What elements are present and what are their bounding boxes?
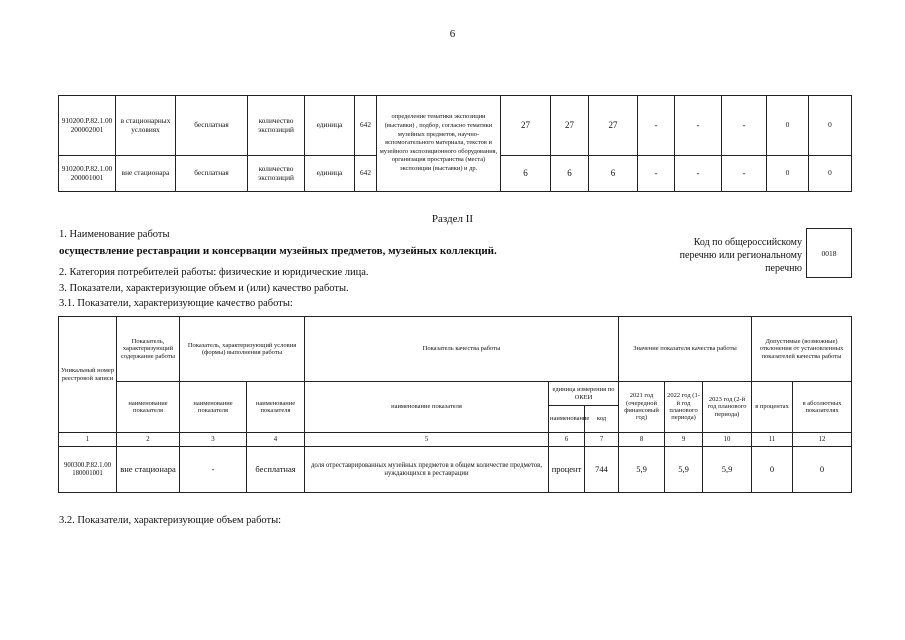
col-number: 3 [180,433,247,447]
col-number: 5 [305,433,549,447]
condition-cell: - [180,447,247,493]
col-number: 12 [793,433,852,447]
value-cell: 6 [551,156,589,192]
value-cell: 5,9 [619,447,665,493]
unit-cell: процент [549,447,585,493]
dash-cell: - [675,156,722,192]
place-cell: в стационарных условиях [116,96,176,156]
condition-cell: бесплатная [247,447,305,493]
value-cell: 6 [589,156,638,192]
header-name: наименование показателя [180,382,247,433]
registry-code: 910200.Р.82.1.00 200001001 [59,156,116,192]
dash-cell: - [722,96,767,156]
header-indicator-name: наименование показателя [305,382,549,433]
header-absolute: в абсолютных показателях [793,382,852,433]
deviation-cell: 0 [809,156,852,192]
deviation-cell: 0 [809,96,852,156]
header-unit-name: наименование [549,406,585,433]
registry-code: 910200.Р.82.1.00 200002001 [59,96,116,156]
header-unit: единица измерения по ОКЕИ [549,382,619,406]
work-name-label: 1. Наименование работы [59,229,170,240]
table-row [59,96,852,156]
col-number: 8 [619,433,665,447]
header-percent: в процентах [752,382,793,433]
dash-cell: - [638,156,675,192]
unit-cell: единица [305,96,355,156]
header-registry: Уникальный номер реестровой записи [59,317,117,433]
header-value: Значение показателя качества работы [619,317,752,382]
value-cell: 6 [501,156,551,192]
content-cell: вне стационара [117,447,180,493]
header-year-2023: 2023 год (2-й год планового периода) [703,382,752,433]
payment-cell: бесплатная [176,96,248,156]
dash-cell: - [675,96,722,156]
shared-indicator-cell: определение тематики экспозиции (выставки) , подбор, согласно тематики музейных предметов, научно-вспомогательного материала, текстов и музейного экспозиционного оборудования, организация пространства (места) экспозиции (выставки) и др. [377,96,501,192]
deviation-cell: 0 [767,96,809,156]
header-content: Показатель, характеризующий содержание работы [117,317,180,382]
header-allowed: Допустимые (возможные) отклонения от установленных показателей качества работы [752,317,852,382]
header-unit-code: код [585,406,619,433]
col-number: 6 [549,433,585,447]
okei-cell: 642 [355,96,377,156]
header-name: наименование показателя [247,382,305,433]
indicator-cell: количество экспозиций [248,156,305,192]
registry-code: 900300.Р.82.1.00 180001001 [59,447,117,493]
value-cell: 5,9 [703,447,752,493]
indicators-title: 3. Показатели, характеризующие объем и (или) качество работы. [59,283,349,294]
indicator-cell: количество экспозиций [248,96,305,156]
col-number: 10 [703,433,752,447]
col-number: 2 [117,433,180,447]
table-row [59,447,852,493]
value-cell: 27 [501,96,551,156]
okei-cell: 642 [355,156,377,192]
volume-table-section1 [58,95,852,192]
section-title: Раздел II [431,213,474,225]
deviation-cell: 0 [752,447,793,493]
place-cell: вне стационара [116,156,176,192]
payment-cell: бесплатная [176,156,248,192]
col-number: 1 [59,433,117,447]
column-number-row [59,433,852,447]
deviation-cell: 0 [767,156,809,192]
unit-cell: единица [305,156,355,192]
header-conditions: Показатель, характеризующий условия (формы) выполнения работы [180,317,305,382]
volume-title: 3.2. Показатели, характеризующие объем работы: [59,515,282,526]
header-quality: Показатель качества работы [305,317,619,382]
quality-table [58,316,852,493]
dash-cell: - [638,96,675,156]
quality-title: 3.1. Показатели, характеризующие качество работы: [59,298,293,309]
consumer-category: 2. Категория потребителей работы: физические и юридические лица. [59,267,369,278]
header-name: наименование показателя [117,382,180,433]
value-cell: 27 [589,96,638,156]
col-number: 9 [665,433,703,447]
value-cell: 27 [551,96,589,156]
col-number: 11 [752,433,793,447]
code-box: 0018 [806,228,852,278]
header-year-2022: 2022 год (1-й год планового периода) [665,382,703,433]
deviation-cell: 0 [793,447,852,493]
okei-cell: 744 [585,447,619,493]
work-name: осуществление реставрации и консервации музейных предметов, музейных коллекций. [59,245,497,257]
indicator-cell: доля отреставрированных музейных предметов в общем количестве предметов, нуждающихся в реставрации [305,447,549,493]
col-number: 4 [247,433,305,447]
dash-cell: - [722,156,767,192]
col-number: 7 [585,433,619,447]
page-number: 6 [449,28,456,40]
value-cell: 5,9 [665,447,703,493]
code-label: Код по общероссийскому перечню или региональному перечню [679,237,802,274]
header-year-2021: 2021 год (очередной финансовый год) [619,382,665,433]
